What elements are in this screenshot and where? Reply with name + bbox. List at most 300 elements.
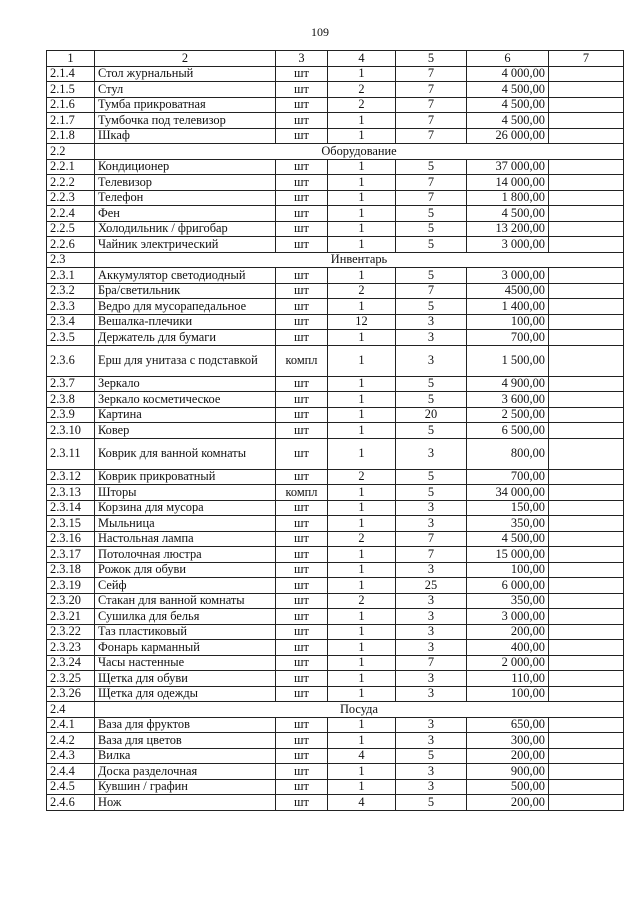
table-body bbox=[47, 51, 624, 811]
item-term: 7 bbox=[396, 113, 467, 129]
item-note bbox=[549, 66, 624, 82]
item-unit: шт bbox=[276, 578, 328, 594]
item-number: 2.3.18 bbox=[47, 562, 95, 578]
section-title: Оборудование bbox=[95, 144, 624, 160]
item-unit: шт bbox=[276, 795, 328, 811]
item-number: 2.3.12 bbox=[47, 469, 95, 485]
item-name: Доска разделочная bbox=[95, 764, 276, 780]
item-unit: шт bbox=[276, 438, 328, 469]
item-unit: шт bbox=[276, 175, 328, 191]
item-unit: шт bbox=[276, 159, 328, 175]
page-number: 109 bbox=[311, 25, 329, 39]
item-term: 7 bbox=[396, 97, 467, 113]
header-cell: 3 bbox=[276, 51, 328, 67]
item-note bbox=[549, 299, 624, 315]
item-price: 150,00 bbox=[467, 500, 549, 516]
item-note bbox=[549, 609, 624, 625]
item-unit: шт bbox=[276, 609, 328, 625]
item-price: 650,00 bbox=[467, 717, 549, 733]
item-number: 2.3.15 bbox=[47, 516, 95, 532]
item-quantity: 2 bbox=[328, 82, 396, 98]
table-row bbox=[47, 66, 624, 82]
table-row bbox=[47, 562, 624, 578]
table-row bbox=[47, 237, 624, 253]
item-price: 200,00 bbox=[467, 748, 549, 764]
item-name: Держатель для бумаги bbox=[95, 330, 276, 346]
item-name: Зеркало bbox=[95, 376, 276, 392]
item-price: 4 500,00 bbox=[467, 82, 549, 98]
item-term: 7 bbox=[396, 82, 467, 98]
item-name: Корзина для мусора bbox=[95, 500, 276, 516]
item-note bbox=[549, 314, 624, 330]
item-number: 2.2.1 bbox=[47, 159, 95, 175]
table-row bbox=[47, 578, 624, 594]
table-row bbox=[47, 593, 624, 609]
item-term: 20 bbox=[396, 407, 467, 423]
item-note bbox=[549, 407, 624, 423]
header-cell: 4 bbox=[328, 51, 396, 67]
table-row bbox=[47, 469, 624, 485]
item-price: 100,00 bbox=[467, 562, 549, 578]
item-term: 3 bbox=[396, 609, 467, 625]
table-row bbox=[47, 113, 624, 129]
table-row bbox=[47, 748, 624, 764]
item-term: 3 bbox=[396, 500, 467, 516]
item-note bbox=[549, 206, 624, 222]
item-note bbox=[549, 128, 624, 144]
item-quantity: 1 bbox=[328, 547, 396, 563]
item-term: 3 bbox=[396, 624, 467, 640]
item-quantity: 1 bbox=[328, 438, 396, 469]
item-name: Стакан для ванной комнаты bbox=[95, 593, 276, 609]
item-quantity: 1 bbox=[328, 624, 396, 640]
item-term: 5 bbox=[396, 469, 467, 485]
table-row bbox=[47, 159, 624, 175]
item-term: 7 bbox=[396, 547, 467, 563]
item-unit: компл bbox=[276, 485, 328, 501]
item-unit: шт bbox=[276, 299, 328, 315]
item-price: 350,00 bbox=[467, 516, 549, 532]
item-quantity: 1 bbox=[328, 423, 396, 439]
item-number: 2.3.20 bbox=[47, 593, 95, 609]
item-name: Тумба прикроватная bbox=[95, 97, 276, 113]
item-note bbox=[549, 469, 624, 485]
item-name: Коврик прикроватный bbox=[95, 469, 276, 485]
item-quantity: 1 bbox=[328, 237, 396, 253]
table-row bbox=[47, 609, 624, 625]
item-number: 2.3.16 bbox=[47, 531, 95, 547]
item-number: 2.3.9 bbox=[47, 407, 95, 423]
item-number: 2.3.23 bbox=[47, 640, 95, 656]
item-quantity: 1 bbox=[328, 407, 396, 423]
item-unit: шт bbox=[276, 593, 328, 609]
item-term: 7 bbox=[396, 655, 467, 671]
item-note bbox=[549, 531, 624, 547]
item-number: 2.3.19 bbox=[47, 578, 95, 594]
item-price: 2 500,00 bbox=[467, 407, 549, 423]
item-quantity: 1 bbox=[328, 671, 396, 687]
item-price: 6 000,00 bbox=[467, 578, 549, 594]
item-price: 13 200,00 bbox=[467, 221, 549, 237]
item-term: 3 bbox=[396, 779, 467, 795]
item-name: Аккумулятор светодиодный bbox=[95, 268, 276, 284]
item-number: 2.4.4 bbox=[47, 764, 95, 780]
item-note bbox=[549, 748, 624, 764]
item-name: Ерш для унитаза с подставкой bbox=[95, 345, 276, 376]
item-note bbox=[549, 392, 624, 408]
item-quantity: 1 bbox=[328, 562, 396, 578]
item-quantity: 4 bbox=[328, 748, 396, 764]
item-quantity: 1 bbox=[328, 500, 396, 516]
item-note bbox=[549, 237, 624, 253]
item-quantity: 1 bbox=[328, 113, 396, 129]
table-row bbox=[47, 779, 624, 795]
item-unit: шт bbox=[276, 82, 328, 98]
item-number: 2.3.17 bbox=[47, 547, 95, 563]
item-quantity: 1 bbox=[328, 221, 396, 237]
table-row bbox=[47, 175, 624, 191]
item-name: Фонарь карманный bbox=[95, 640, 276, 656]
item-name: Фен bbox=[95, 206, 276, 222]
section-title: Посуда bbox=[95, 702, 624, 718]
item-quantity: 1 bbox=[328, 485, 396, 501]
item-number: 2.3.21 bbox=[47, 609, 95, 625]
item-price: 26 000,00 bbox=[467, 128, 549, 144]
item-quantity: 1 bbox=[328, 330, 396, 346]
table-row bbox=[47, 624, 624, 640]
item-name: Рожок для обуви bbox=[95, 562, 276, 578]
item-note bbox=[549, 500, 624, 516]
item-term: 5 bbox=[396, 299, 467, 315]
item-number: 2.2.3 bbox=[47, 190, 95, 206]
table-row bbox=[47, 299, 624, 315]
item-quantity: 1 bbox=[328, 392, 396, 408]
item-number: 2.3.7 bbox=[47, 376, 95, 392]
item-number: 2.1.5 bbox=[47, 82, 95, 98]
table-row bbox=[47, 314, 624, 330]
item-quantity: 1 bbox=[328, 717, 396, 733]
item-note bbox=[549, 82, 624, 98]
item-note bbox=[549, 516, 624, 532]
item-term: 3 bbox=[396, 686, 467, 702]
item-term: 7 bbox=[396, 283, 467, 299]
table-row bbox=[47, 717, 624, 733]
section-row bbox=[47, 252, 624, 268]
header-cell: 7 bbox=[549, 51, 624, 67]
section-number: 2.3 bbox=[47, 252, 95, 268]
item-term: 25 bbox=[396, 578, 467, 594]
item-term: 3 bbox=[396, 562, 467, 578]
item-number: 2.3.13 bbox=[47, 485, 95, 501]
item-unit: шт bbox=[276, 717, 328, 733]
item-unit: шт bbox=[276, 97, 328, 113]
item-number: 2.3.4 bbox=[47, 314, 95, 330]
item-term: 3 bbox=[396, 330, 467, 346]
item-price: 6 500,00 bbox=[467, 423, 549, 439]
item-note bbox=[549, 578, 624, 594]
item-name: Картина bbox=[95, 407, 276, 423]
item-name: Телевизор bbox=[95, 175, 276, 191]
item-term: 5 bbox=[396, 159, 467, 175]
item-unit: шт bbox=[276, 764, 328, 780]
item-number: 2.3.5 bbox=[47, 330, 95, 346]
item-number: 2.3.14 bbox=[47, 500, 95, 516]
item-note bbox=[549, 671, 624, 687]
item-name: Щетка для одежды bbox=[95, 686, 276, 702]
item-term: 5 bbox=[396, 485, 467, 501]
item-term: 7 bbox=[396, 128, 467, 144]
item-unit: шт bbox=[276, 733, 328, 749]
item-price: 4 500,00 bbox=[467, 97, 549, 113]
item-quantity: 1 bbox=[328, 159, 396, 175]
item-number: 2.4.3 bbox=[47, 748, 95, 764]
item-price: 200,00 bbox=[467, 795, 549, 811]
header-cell: 6 bbox=[467, 51, 549, 67]
item-note bbox=[549, 485, 624, 501]
item-number: 2.3.11 bbox=[47, 438, 95, 469]
table-row bbox=[47, 516, 624, 532]
item-unit: шт bbox=[276, 423, 328, 439]
item-note bbox=[549, 764, 624, 780]
item-price: 350,00 bbox=[467, 593, 549, 609]
item-note bbox=[549, 438, 624, 469]
item-unit: шт bbox=[276, 283, 328, 299]
table-row bbox=[47, 221, 624, 237]
header-cell: 1 bbox=[47, 51, 95, 67]
item-number: 2.3.6 bbox=[47, 345, 95, 376]
item-price: 37 000,00 bbox=[467, 159, 549, 175]
item-note bbox=[549, 795, 624, 811]
item-number: 2.2.5 bbox=[47, 221, 95, 237]
item-price: 3 600,00 bbox=[467, 392, 549, 408]
item-quantity: 1 bbox=[328, 376, 396, 392]
item-number: 2.3.2 bbox=[47, 283, 95, 299]
table-row bbox=[47, 128, 624, 144]
table-row bbox=[47, 795, 624, 811]
item-quantity: 1 bbox=[328, 128, 396, 144]
item-quantity: 1 bbox=[328, 66, 396, 82]
item-price: 100,00 bbox=[467, 314, 549, 330]
item-note bbox=[549, 330, 624, 346]
table-row bbox=[47, 423, 624, 439]
item-name: Ведро для мусорапедальное bbox=[95, 299, 276, 315]
item-quantity: 1 bbox=[328, 345, 396, 376]
item-term: 3 bbox=[396, 717, 467, 733]
item-unit: шт bbox=[276, 66, 328, 82]
item-unit: шт bbox=[276, 748, 328, 764]
item-unit: шт bbox=[276, 531, 328, 547]
item-unit: шт bbox=[276, 330, 328, 346]
item-name: Потолочная люстра bbox=[95, 547, 276, 563]
item-price: 1 800,00 bbox=[467, 190, 549, 206]
item-unit: шт bbox=[276, 624, 328, 640]
item-price: 4 500,00 bbox=[467, 531, 549, 547]
item-note bbox=[549, 376, 624, 392]
section-title: Инвентарь bbox=[95, 252, 624, 268]
item-number: 2.4.2 bbox=[47, 733, 95, 749]
item-note bbox=[549, 221, 624, 237]
table-row bbox=[47, 438, 624, 469]
item-number: 2.3.22 bbox=[47, 624, 95, 640]
item-unit: шт bbox=[276, 686, 328, 702]
item-unit: шт bbox=[276, 655, 328, 671]
item-quantity: 1 bbox=[328, 655, 396, 671]
table-row bbox=[47, 531, 624, 547]
item-name: Ваза для цветов bbox=[95, 733, 276, 749]
header-row bbox=[47, 51, 624, 67]
item-unit: шт bbox=[276, 562, 328, 578]
item-price: 2 000,00 bbox=[467, 655, 549, 671]
item-unit: шт bbox=[276, 469, 328, 485]
section-number: 2.4 bbox=[47, 702, 95, 718]
item-number: 2.1.8 bbox=[47, 128, 95, 144]
item-note bbox=[549, 159, 624, 175]
item-price: 3 000,00 bbox=[467, 609, 549, 625]
table-row bbox=[47, 407, 624, 423]
item-name: Стул bbox=[95, 82, 276, 98]
item-term: 5 bbox=[396, 392, 467, 408]
item-unit: шт bbox=[276, 640, 328, 656]
item-price: 4 000,00 bbox=[467, 66, 549, 82]
item-number: 2.1.6 bbox=[47, 97, 95, 113]
item-note bbox=[549, 717, 624, 733]
item-term: 5 bbox=[396, 221, 467, 237]
item-name: Кондиционер bbox=[95, 159, 276, 175]
item-unit: шт bbox=[276, 206, 328, 222]
item-unit: шт bbox=[276, 500, 328, 516]
item-number: 2.2.6 bbox=[47, 237, 95, 253]
table-row bbox=[47, 655, 624, 671]
item-term: 5 bbox=[396, 268, 467, 284]
item-number: 2.2.4 bbox=[47, 206, 95, 222]
item-note bbox=[549, 190, 624, 206]
item-name: Сушилка для белья bbox=[95, 609, 276, 625]
item-name: Вешалка-плечики bbox=[95, 314, 276, 330]
item-quantity: 2 bbox=[328, 531, 396, 547]
item-note bbox=[549, 779, 624, 795]
item-number: 2.3.8 bbox=[47, 392, 95, 408]
item-price: 1 500,00 bbox=[467, 345, 549, 376]
item-term: 5 bbox=[396, 795, 467, 811]
item-quantity: 2 bbox=[328, 97, 396, 113]
item-term: 7 bbox=[396, 531, 467, 547]
item-price: 500,00 bbox=[467, 779, 549, 795]
item-term: 3 bbox=[396, 593, 467, 609]
item-number: 2.3.24 bbox=[47, 655, 95, 671]
item-name: Таз пластиковый bbox=[95, 624, 276, 640]
item-number: 2.4.1 bbox=[47, 717, 95, 733]
item-name: Холодильник / фригобар bbox=[95, 221, 276, 237]
table-row bbox=[47, 330, 624, 346]
table-row bbox=[47, 376, 624, 392]
table-row bbox=[47, 206, 624, 222]
item-number: 2.4.6 bbox=[47, 795, 95, 811]
item-price: 400,00 bbox=[467, 640, 549, 656]
item-unit: шт bbox=[276, 547, 328, 563]
item-number: 2.3.26 bbox=[47, 686, 95, 702]
item-name: Стол журнальный bbox=[95, 66, 276, 82]
item-unit: шт bbox=[276, 376, 328, 392]
item-quantity: 1 bbox=[328, 206, 396, 222]
item-term: 3 bbox=[396, 764, 467, 780]
table-row bbox=[47, 733, 624, 749]
item-unit: шт bbox=[276, 516, 328, 532]
item-note bbox=[549, 97, 624, 113]
item-note bbox=[549, 175, 624, 191]
item-quantity: 1 bbox=[328, 640, 396, 656]
item-unit: шт bbox=[276, 407, 328, 423]
item-name: Щетка для обуви bbox=[95, 671, 276, 687]
item-name: Мыльница bbox=[95, 516, 276, 532]
item-term: 7 bbox=[396, 175, 467, 191]
item-name: Ваза для фруктов bbox=[95, 717, 276, 733]
item-note bbox=[549, 655, 624, 671]
item-term: 3 bbox=[396, 671, 467, 687]
item-price: 700,00 bbox=[467, 469, 549, 485]
item-name: Ковер bbox=[95, 423, 276, 439]
item-note bbox=[549, 733, 624, 749]
item-price: 700,00 bbox=[467, 330, 549, 346]
table-row bbox=[47, 190, 624, 206]
item-note bbox=[549, 686, 624, 702]
item-number: 2.1.4 bbox=[47, 66, 95, 82]
table-row bbox=[47, 283, 624, 299]
item-term: 3 bbox=[396, 516, 467, 532]
item-quantity: 1 bbox=[328, 175, 396, 191]
item-quantity: 1 bbox=[328, 733, 396, 749]
item-quantity: 4 bbox=[328, 795, 396, 811]
inventory-table bbox=[46, 50, 624, 811]
item-price: 4 500,00 bbox=[467, 113, 549, 129]
item-unit: шт bbox=[276, 237, 328, 253]
item-note bbox=[549, 268, 624, 284]
item-quantity: 1 bbox=[328, 299, 396, 315]
table-row bbox=[47, 392, 624, 408]
item-quantity: 1 bbox=[328, 578, 396, 594]
item-unit: шт bbox=[276, 268, 328, 284]
table-row bbox=[47, 547, 624, 563]
item-quantity: 1 bbox=[328, 516, 396, 532]
item-term: 7 bbox=[396, 66, 467, 82]
item-name: Чайник электрический bbox=[95, 237, 276, 253]
item-term: 3 bbox=[396, 314, 467, 330]
item-price: 34 000,00 bbox=[467, 485, 549, 501]
section-row bbox=[47, 702, 624, 718]
table-row bbox=[47, 640, 624, 656]
item-unit: шт bbox=[276, 779, 328, 795]
item-price: 1 400,00 bbox=[467, 299, 549, 315]
item-term: 3 bbox=[396, 345, 467, 376]
item-unit: шт bbox=[276, 392, 328, 408]
item-price: 100,00 bbox=[467, 686, 549, 702]
item-quantity: 1 bbox=[328, 779, 396, 795]
item-number: 2.1.7 bbox=[47, 113, 95, 129]
item-quantity: 12 bbox=[328, 314, 396, 330]
item-name: Часы настенные bbox=[95, 655, 276, 671]
item-quantity: 2 bbox=[328, 593, 396, 609]
table-row bbox=[47, 97, 624, 113]
section-number: 2.2 bbox=[47, 144, 95, 160]
item-unit: шт bbox=[276, 671, 328, 687]
item-unit: шт bbox=[276, 314, 328, 330]
table-row bbox=[47, 485, 624, 501]
item-name: Вилка bbox=[95, 748, 276, 764]
item-quantity: 1 bbox=[328, 268, 396, 284]
table-row bbox=[47, 671, 624, 687]
item-price: 4 900,00 bbox=[467, 376, 549, 392]
item-name: Зеркало косметическое bbox=[95, 392, 276, 408]
item-term: 5 bbox=[396, 237, 467, 253]
